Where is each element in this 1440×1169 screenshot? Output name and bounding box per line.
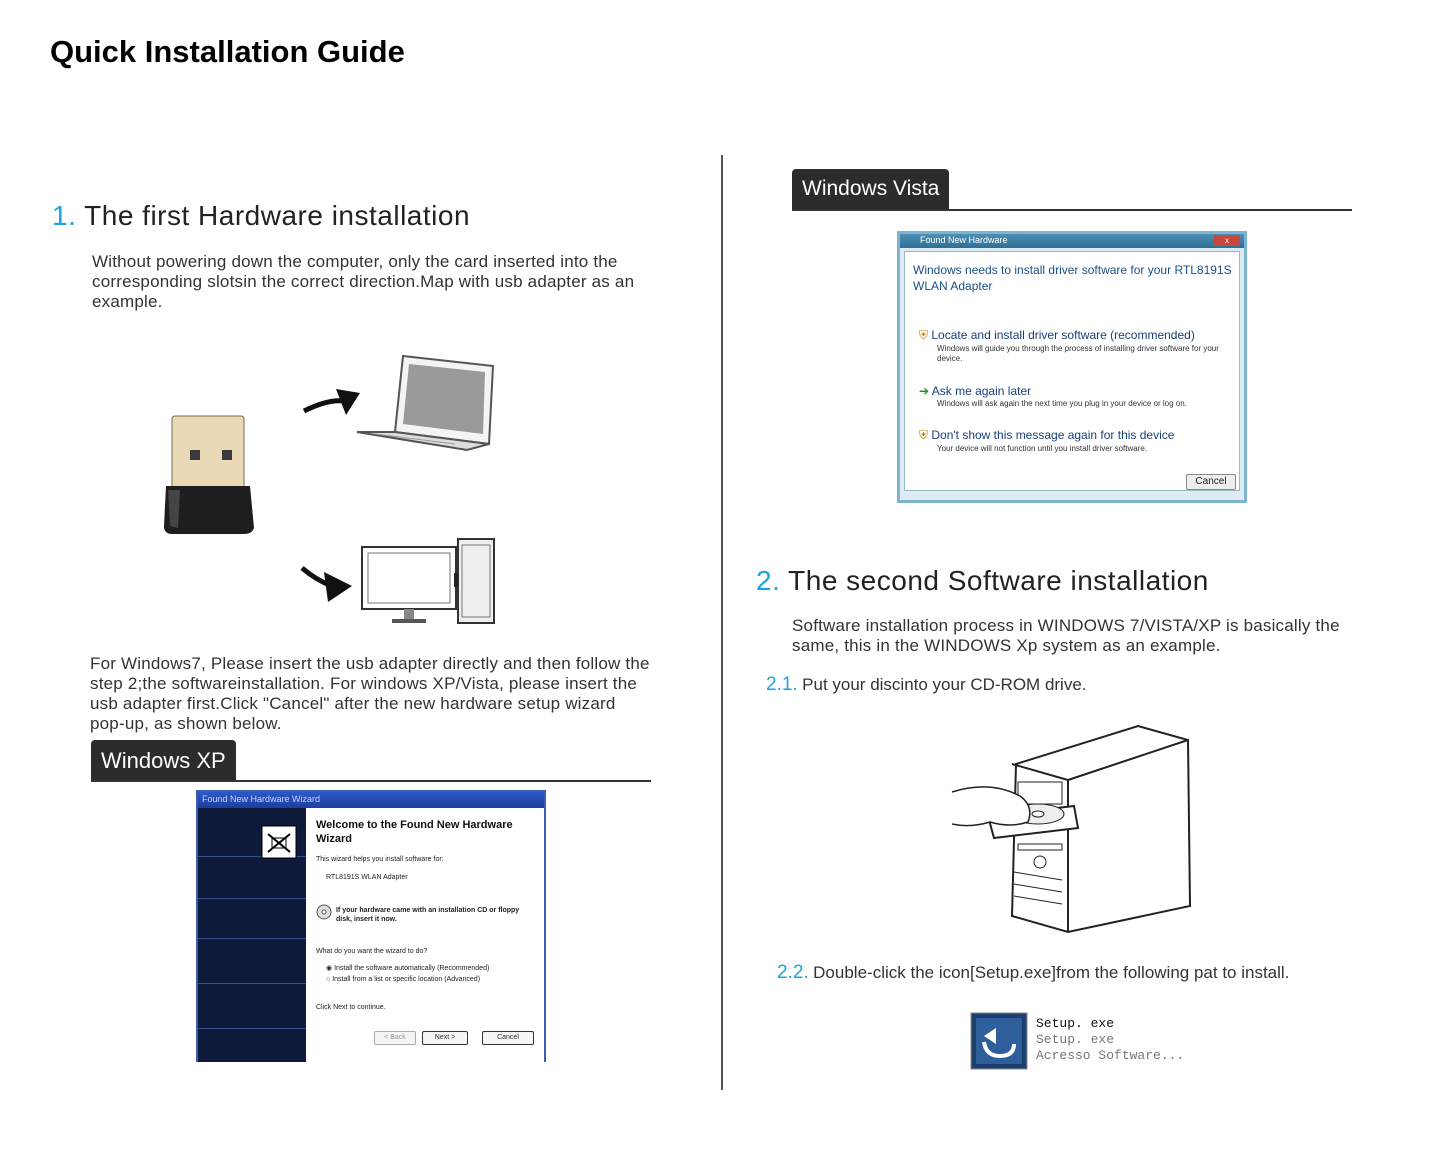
usb-adapter-image	[160, 410, 260, 538]
vista-found-hardware-dialog	[897, 231, 1247, 503]
xp-continue-text: Click Next to continue.	[316, 1004, 386, 1011]
vista-option-ask-later-desc: Windows will ask again the next time you plug in your device or log on.	[937, 399, 1187, 408]
setup-description: Setup. exe	[1036, 1032, 1115, 1047]
vista-cancel-button[interactable]: Cancel	[1186, 474, 1236, 490]
xp-wizard-dialog	[196, 790, 546, 1062]
section1-number: 1.	[52, 200, 77, 231]
desktop-pc-image	[358, 537, 498, 627]
xp-dialog-body	[306, 808, 544, 1062]
step-2-1-text: Put your discinto your CD-ROM drive.	[802, 675, 1087, 694]
xp-wizard-text: This wizard helps you install software for:	[316, 856, 444, 863]
hardware-wizard-icon	[260, 822, 300, 862]
vista-option-ask-later[interactable]	[919, 384, 1237, 409]
setup-publisher: Acresso Software...	[1036, 1048, 1185, 1063]
tab-underline	[91, 780, 651, 782]
section1-heading	[52, 200, 470, 232]
green-arrow-icon: ➔	[919, 384, 930, 398]
vista-option-ask-later-label: Ask me again later	[931, 384, 1032, 398]
xp-option-advanced-label: Install from a list or specific location (Advanced)	[332, 976, 481, 983]
step-2-1-number: 2.1.	[766, 674, 798, 695]
section2-paragraph: Software installation process in WINDOWS 7/VISTA/XP is basically the same, this in the WINDOWS Xp system as an example.	[792, 616, 1340, 655]
windows-xp-tab: Windows XP	[91, 740, 236, 782]
vista-option-locate[interactable]	[919, 328, 1237, 364]
vista-option-locate-desc: Windows will guide you through the process of installing driver software for your device.	[937, 344, 1219, 363]
shield-icon: ⛨	[919, 428, 929, 442]
step-2-1	[766, 674, 1087, 696]
step-2-2-number: 2.2.	[777, 962, 809, 983]
xp-option-advanced[interactable]: ○ Install from a list or specific location (Advanced)	[326, 976, 481, 983]
vista-option-locate-label: Locate and install driver software (recommended)	[931, 328, 1195, 342]
cd-rom-drive-image	[950, 720, 1195, 935]
vista-option-dont-show-desc: Your device will not function until you install driver software.	[937, 444, 1148, 453]
xp-option-automatic[interactable]: ◉ Install the software automatically (Recommended)	[326, 965, 490, 972]
vista-dialog-body	[904, 251, 1240, 491]
section2-heading-text: The second Software installation	[788, 565, 1209, 596]
section1-paragraph: Without powering down the computer, only the card inserted into the corresponding slotsin the correct direction.Map with usb adapter as an example.	[92, 252, 635, 311]
vista-option-dont-show[interactable]	[919, 428, 1237, 454]
next-button[interactable]: Next >	[422, 1031, 468, 1045]
windows-vista-tab: Windows Vista	[792, 169, 949, 211]
arrow-icon	[298, 560, 358, 605]
section2-number: 2.	[756, 565, 781, 596]
xp-device-name: RTL8191S WLAN Adapter	[326, 874, 408, 881]
setup-filename: Setup. exe	[1036, 1016, 1115, 1031]
vista-option-dont-show-label: Don't show this message again for this device	[931, 428, 1175, 442]
column-divider	[721, 155, 723, 1090]
cd-icon	[316, 904, 332, 920]
xp-wizard-heading: Welcome to the Found New Hardware Wizard	[316, 819, 513, 845]
section1-heading-text: The first Hardware installation	[84, 200, 471, 231]
laptop-image	[355, 352, 495, 452]
xp-dialog-titlebar: Found New Hardware Wizard	[198, 792, 544, 808]
xp-cd-note: If your hardware came with an installation CD or floppy disk, insert it now.	[336, 907, 520, 923]
close-icon[interactable]: x	[1214, 235, 1240, 246]
cancel-button[interactable]: Cancel	[482, 1031, 534, 1045]
xp-question: What do you want the wizard to do?	[316, 948, 428, 955]
step-2-2	[777, 962, 1289, 984]
vista-dialog-titlebar	[900, 234, 1244, 248]
page-title: Quick Installation Guide	[50, 34, 405, 69]
vista-dialog-title: Found New Hardware	[920, 235, 1008, 245]
step-2-2-text: Double-click the icon[Setup.exe]from the following pat to install.	[813, 963, 1290, 982]
section2-heading	[756, 565, 1209, 597]
shield-icon: ⛨	[919, 328, 929, 342]
xp-wizard-sidebar	[198, 808, 306, 1062]
section1-instructions: For Windows7, Please insert the usb adapter directly and then follow the step 2;the softwareinstallation. For windows XP/Vista, please insert the usb adapter first.Click "Cancel" after the new hardware setup wizard pop-up, as shown below.	[90, 654, 650, 733]
tab-underline	[792, 209, 1352, 211]
back-button[interactable]: < Back	[374, 1031, 416, 1045]
setup-installer-icon	[970, 1012, 1028, 1070]
xp-option-automatic-label: Install the software automatically (Recommended)	[334, 965, 490, 972]
vista-question: Windows needs to install driver software for your RTL8191S WLAN Adapter	[913, 263, 1232, 293]
setup-exe-shortcut[interactable]	[970, 1012, 1210, 1072]
